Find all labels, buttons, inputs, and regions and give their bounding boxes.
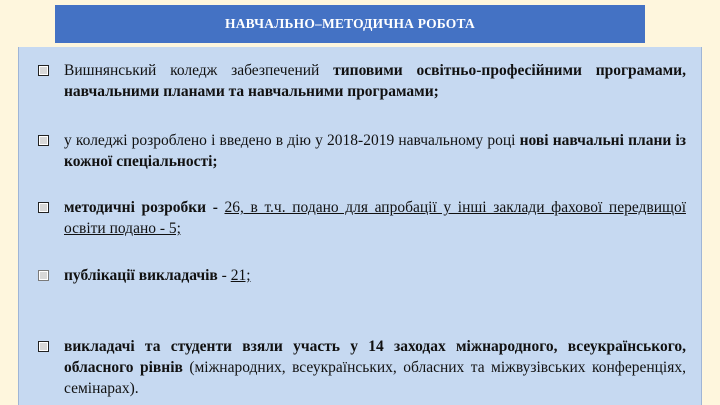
checkbox-bullet-icon: [38, 202, 49, 213]
page-title: НАВЧАЛЬНО–МЕТОДИЧНА РОБОТА: [225, 16, 475, 31]
content-panel: [18, 47, 702, 405]
list-item: [38, 336, 686, 399]
item-bold-text: методичні розробки -: [64, 199, 225, 216]
item-bold-text: типовими освітньо-професійними програмами, навчальними планами та навчальними програмами;: [64, 62, 686, 100]
list-item: [38, 60, 686, 102]
item-plain-text: у коледжі розроблено і введено в дію у 2018-2019 навчальному році: [64, 132, 520, 149]
item-plain-text: -: [217, 267, 231, 284]
checkbox-bullet-icon: [38, 270, 49, 281]
item-bold-text: публікації викладачів: [64, 267, 218, 284]
item-underlined-text: 21;: [230, 267, 251, 284]
list-item: [38, 265, 686, 286]
list-item-text: [64, 197, 686, 239]
checkbox-bullet-icon: [38, 341, 49, 352]
list-item: [38, 197, 686, 239]
item-bold-text: нові навчальні плани із кожної спеціальності;: [64, 132, 686, 170]
item-underlined-text: 26, в т.ч. подано для апробації у інші заклади фахової передвищої освіти подано - 5;: [64, 199, 686, 237]
list-item-text: [64, 336, 686, 399]
list-item: [38, 130, 686, 172]
item-bold-text: викладачі та студенти взяли участь у 14 заходах міжнародного, всеукраїнського, обласного рівнів: [64, 338, 686, 376]
item-plain-text: Вишнянський коледж забезпечений: [64, 62, 334, 79]
checkbox-bullet-icon: [38, 65, 49, 76]
title-bar: [55, 5, 645, 43]
list-item-text: [64, 265, 686, 286]
checkbox-bullet-icon: [38, 135, 49, 146]
list-item-text: [64, 130, 686, 172]
item-plain-text: (міжнародних, всеукраїнських, обласних та міжвузівських конференціях, семінарах).: [64, 359, 686, 397]
list-item-text: [64, 60, 686, 102]
